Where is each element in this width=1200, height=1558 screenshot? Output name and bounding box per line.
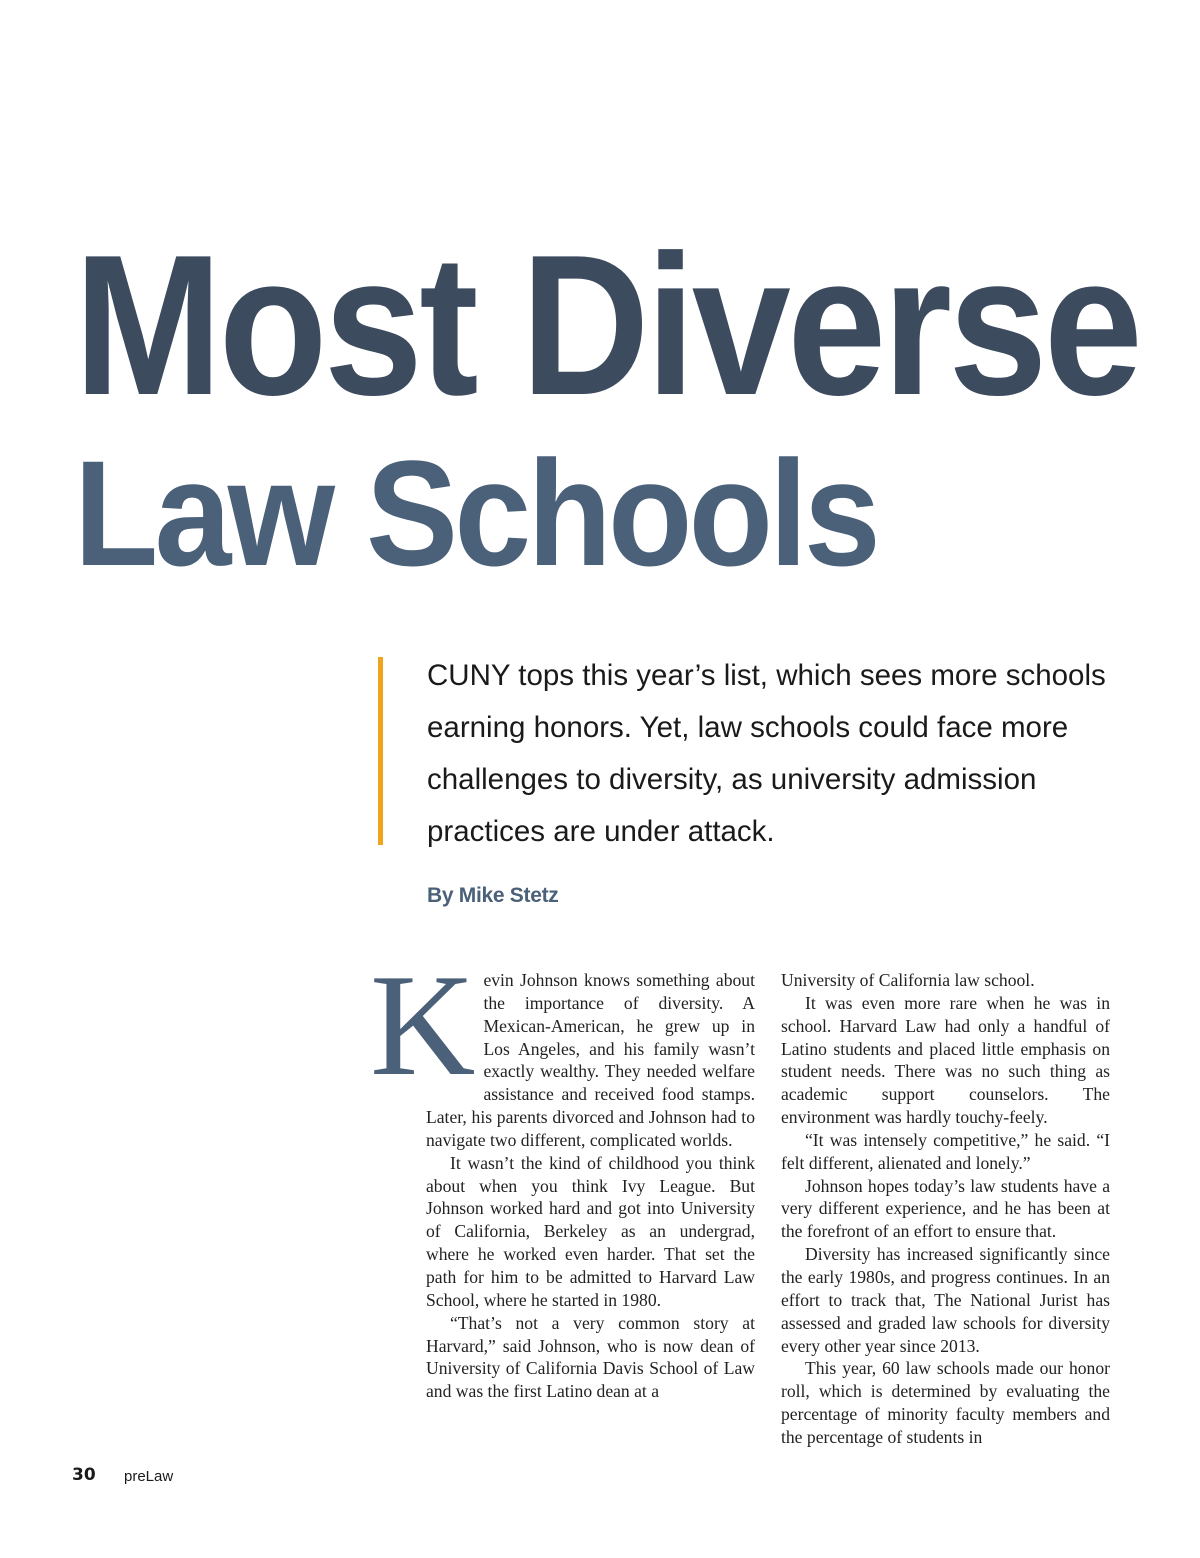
deck-accent-bar [378, 657, 383, 845]
article-paragraph [370, 944, 755, 1152]
article-paragraph: Diversity has increased significantly since the early 1980s, and progress continues. In an effort to track that, The National Jurist has assessed and graded law schools for diversity every other year since 2013. [781, 1244, 1110, 1356]
article-paragraph: It wasn’t the kind of childhood you think about when you think Ivy League. But Johnson worked hard and got into University of California, Berkeley as an undergrad, where he worked even harder. That set the path for him to be admitted to Harvard Law School, where he started in 1980. [426, 1152, 755, 1310]
magazine-name: preLaw [124, 1468, 174, 1485]
deck-text: CUNY tops this year’s list, which sees more schools earning honors. Yet, law schools could face more challenges to diversity, as university admission practices are under attack. [427, 659, 1106, 848]
headline-line-2: Law Schools [74, 429, 878, 597]
article-paragraph-text: evin Johnson knows something about the importance of diversity. A Mexican-American, he grew up in Los Angeles, and his family wasn’t exactly wealthy. They needed welfare assistance and received food stamps. Later, his parents divorced and Johnson had to navigate two different, complicated worlds. [426, 970, 755, 1150]
article-paragraph: University of California law school. [781, 970, 1035, 990]
byline: By Mike Stetz [427, 884, 559, 907]
page-number: 30 [72, 1465, 96, 1485]
article-paragraph: This year, 60 law schools made our honor roll, which is determined by evaluating the percentage of minority faculty members and the percentage of students in [781, 1358, 1110, 1447]
article-paragraph: “That’s not a very common story at Harvard,” said Johnson, who is now dean of University of California Davis School of Law and was the first Latino dean at a [426, 1312, 755, 1402]
article-paragraph: Johnson hopes today’s law students have a very different experience, and he has been at the forefront of an effort to ensure that. [781, 1175, 1110, 1242]
article-column-2 [781, 969, 1110, 1449]
article-paragraph: It was even more rare when he was in school. Harvard Law had only a handful of Latino students and placed little emphasis on student needs. There was no such thing as academic support counselors. The environment was hardly touchy-feely. [781, 992, 1110, 1128]
headline-line-1: Most Diverse [74, 214, 1140, 437]
drop-cap: K [370, 944, 476, 1106]
article-paragraph: “It was intensely competitive,” he said. “I felt different, alienated and lonely.” [781, 1129, 1110, 1173]
article-column-1 [370, 944, 755, 1403]
